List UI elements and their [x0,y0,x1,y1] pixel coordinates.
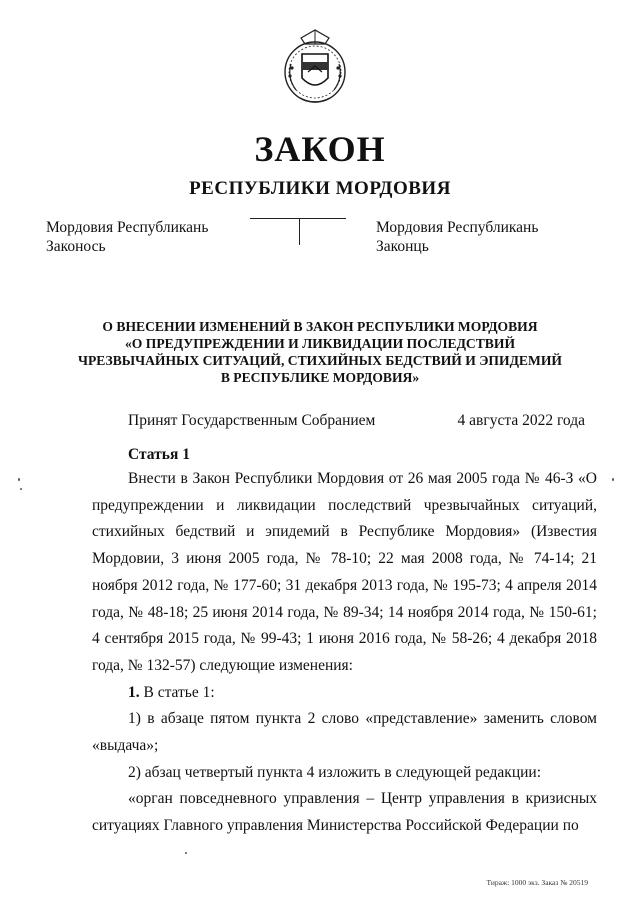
header-right-line1: Мордовия Республикань [376,219,539,236]
adoption-text: Принят Государственным Собранием [128,412,376,429]
number-line-tick [299,219,300,245]
law-title-line2: «О ПРЕДУПРЕЖДЕНИИ И ЛИКВИДАЦИИ ПОСЛЕДСТВИЙ [124,336,516,351]
law-title [60,318,580,386]
scan-speck [612,478,614,481]
law-title-line4: В РЕСПУБЛИКЕ МОРДОВИЯ» [220,370,420,385]
adoption-date: 4 августа 2022 года [457,412,585,429]
article-intro-paragraph: Внести в Закон Республики Мордовия от 26 мая 2005 года № 46-З «О предупреждении и ликвидации последствий чрезвычайных ситуаций, стихийных бедствий и эпидемий в Республике Мордовия» (Известия Мордовии, 3 июня 2005 года, № 78-10; 22 мая 2008 года, № 74-14; 21 ноября 2012 года, № 177-60; 31 декабря 2013 года, № 195-73; 4 апреля 2014 года, № 48-18; 25 июня 2014 года, № 89-34; 14 ноября 2014 года, № 150-61; 4 сентября 2015 года, № 99-43; 1 июня 2016 года, № 58-26; 4 декабря 2018 года, № 132-57) следующие изменения: [92,470,597,674]
header-left-line1: Мордовия Республикань [46,219,209,236]
law-title-line3: ЧРЕЗВЫЧАЙНЫХ СИТУАЦИЙ, СТИХИЙНЫХ БЕДСТВИЙ И ЭПИДЕМИЙ [78,353,562,368]
item-1-number: 1. [128,683,140,701]
article-heading: Статья 1 [128,446,190,463]
document-subtitle: РЕСПУБЛИКИ МОРДОВИЯ [189,178,451,199]
number-line [250,218,346,219]
subitem-2-paragraph: 2) абзац четвертый пункта 4 изложить в следующей редакции: [128,763,542,781]
scan-speck [18,478,20,481]
header-left-block [46,218,208,256]
item-1-text: В статье 1: [139,683,215,701]
law-title-line1: О ВНЕСЕНИИ ИЗМЕНЕНИЙ В ЗАКОН РЕСПУБЛИКИ МОРДОВИЯ [102,319,538,334]
quote-paragraph: «орган повседневного управления – Центр управления в кризисных ситуациях Главного управления Министерства Российской Федерации по [92,790,597,835]
header-right-block [376,218,538,256]
print-info-footer: Тираж: 1000 экз. Заказ № 20519 [486,878,588,887]
scan-speck [20,488,22,490]
header-left-line2: Законось [46,238,106,255]
article-body [92,466,597,840]
document-title: ЗАКОН [254,129,386,169]
coat-of-arms-emblem [278,28,352,108]
header-right-line2: Законць [376,238,429,255]
subitem-1-paragraph: 1) в абзаце пятом пункта 2 слово «представление» заменить словом «выдача»; [92,710,597,755]
scan-speck [185,852,187,854]
item-1-paragraph [92,680,597,707]
